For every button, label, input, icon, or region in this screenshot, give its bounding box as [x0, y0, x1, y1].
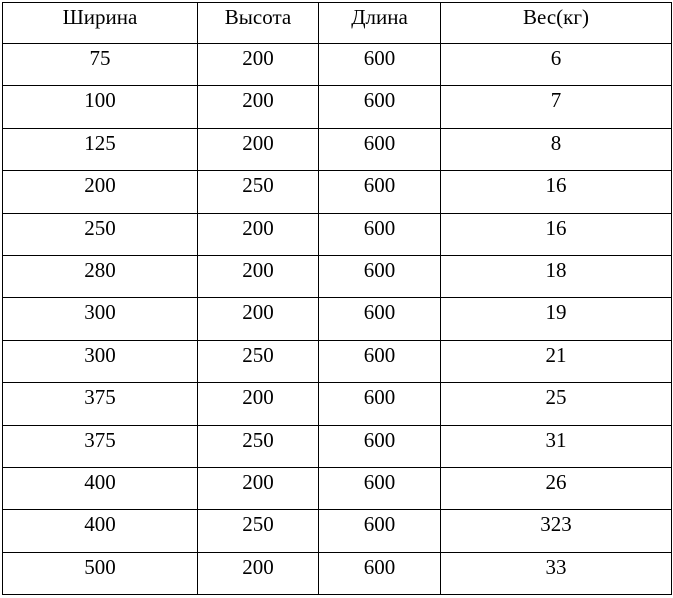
cell-weight: 31 [441, 425, 672, 467]
table-row [3, 213, 672, 255]
cell-length: 600 [319, 255, 441, 297]
cell-height: 200 [198, 383, 319, 425]
header-weight: Вес(кг) [441, 3, 672, 44]
cell-width: 375 [3, 425, 198, 467]
cell-weight: 18 [441, 255, 672, 297]
cell-height: 200 [198, 552, 319, 594]
cell-width: 400 [3, 467, 198, 509]
table-row [3, 255, 672, 297]
cell-width: 280 [3, 255, 198, 297]
table-row [3, 298, 672, 340]
cell-length: 600 [319, 552, 441, 594]
cell-length: 600 [319, 86, 441, 128]
cell-length: 600 [319, 171, 441, 213]
cell-width: 500 [3, 552, 198, 594]
cell-height: 250 [198, 425, 319, 467]
cell-height: 200 [198, 467, 319, 509]
table-row [3, 510, 672, 552]
table-row [3, 128, 672, 170]
table-row [3, 383, 672, 425]
cell-width: 300 [3, 340, 198, 382]
cell-length: 600 [319, 425, 441, 467]
cell-width: 200 [3, 171, 198, 213]
cell-weight: 16 [441, 213, 672, 255]
cell-height: 250 [198, 510, 319, 552]
table-row [3, 171, 672, 213]
cell-width: 75 [3, 44, 198, 86]
cell-width: 125 [3, 128, 198, 170]
cell-weight: 16 [441, 171, 672, 213]
cell-height: 250 [198, 171, 319, 213]
cell-height: 200 [198, 86, 319, 128]
table-header [3, 3, 672, 44]
cell-height: 200 [198, 255, 319, 297]
table-row [3, 340, 672, 382]
table-row [3, 552, 672, 594]
cell-weight: 25 [441, 383, 672, 425]
cell-length: 600 [319, 298, 441, 340]
table-row [3, 86, 672, 128]
cell-weight: 7 [441, 86, 672, 128]
cell-length: 600 [319, 213, 441, 255]
cell-width: 400 [3, 510, 198, 552]
dimensions-weight-table [2, 2, 672, 595]
table-row [3, 467, 672, 509]
cell-height: 200 [198, 44, 319, 86]
cell-width: 300 [3, 298, 198, 340]
cell-length: 600 [319, 383, 441, 425]
cell-weight: 6 [441, 44, 672, 86]
table-body [3, 44, 672, 595]
cell-width: 250 [3, 213, 198, 255]
header-length: Длина [319, 3, 441, 44]
cell-weight: 21 [441, 340, 672, 382]
header-row [3, 3, 672, 44]
cell-width: 100 [3, 86, 198, 128]
cell-length: 600 [319, 340, 441, 382]
cell-weight: 33 [441, 552, 672, 594]
cell-length: 600 [319, 128, 441, 170]
cell-height: 200 [198, 213, 319, 255]
cell-height: 250 [198, 340, 319, 382]
cell-length: 600 [319, 44, 441, 86]
table-row [3, 44, 672, 86]
cell-length: 600 [319, 467, 441, 509]
cell-weight: 19 [441, 298, 672, 340]
cell-width: 375 [3, 383, 198, 425]
table-row [3, 425, 672, 467]
cell-weight: 26 [441, 467, 672, 509]
cell-height: 200 [198, 128, 319, 170]
cell-weight: 8 [441, 128, 672, 170]
cell-length: 600 [319, 510, 441, 552]
cell-height: 200 [198, 298, 319, 340]
header-height: Высота [198, 3, 319, 44]
header-width: Ширина [3, 3, 198, 44]
cell-weight: 323 [441, 510, 672, 552]
